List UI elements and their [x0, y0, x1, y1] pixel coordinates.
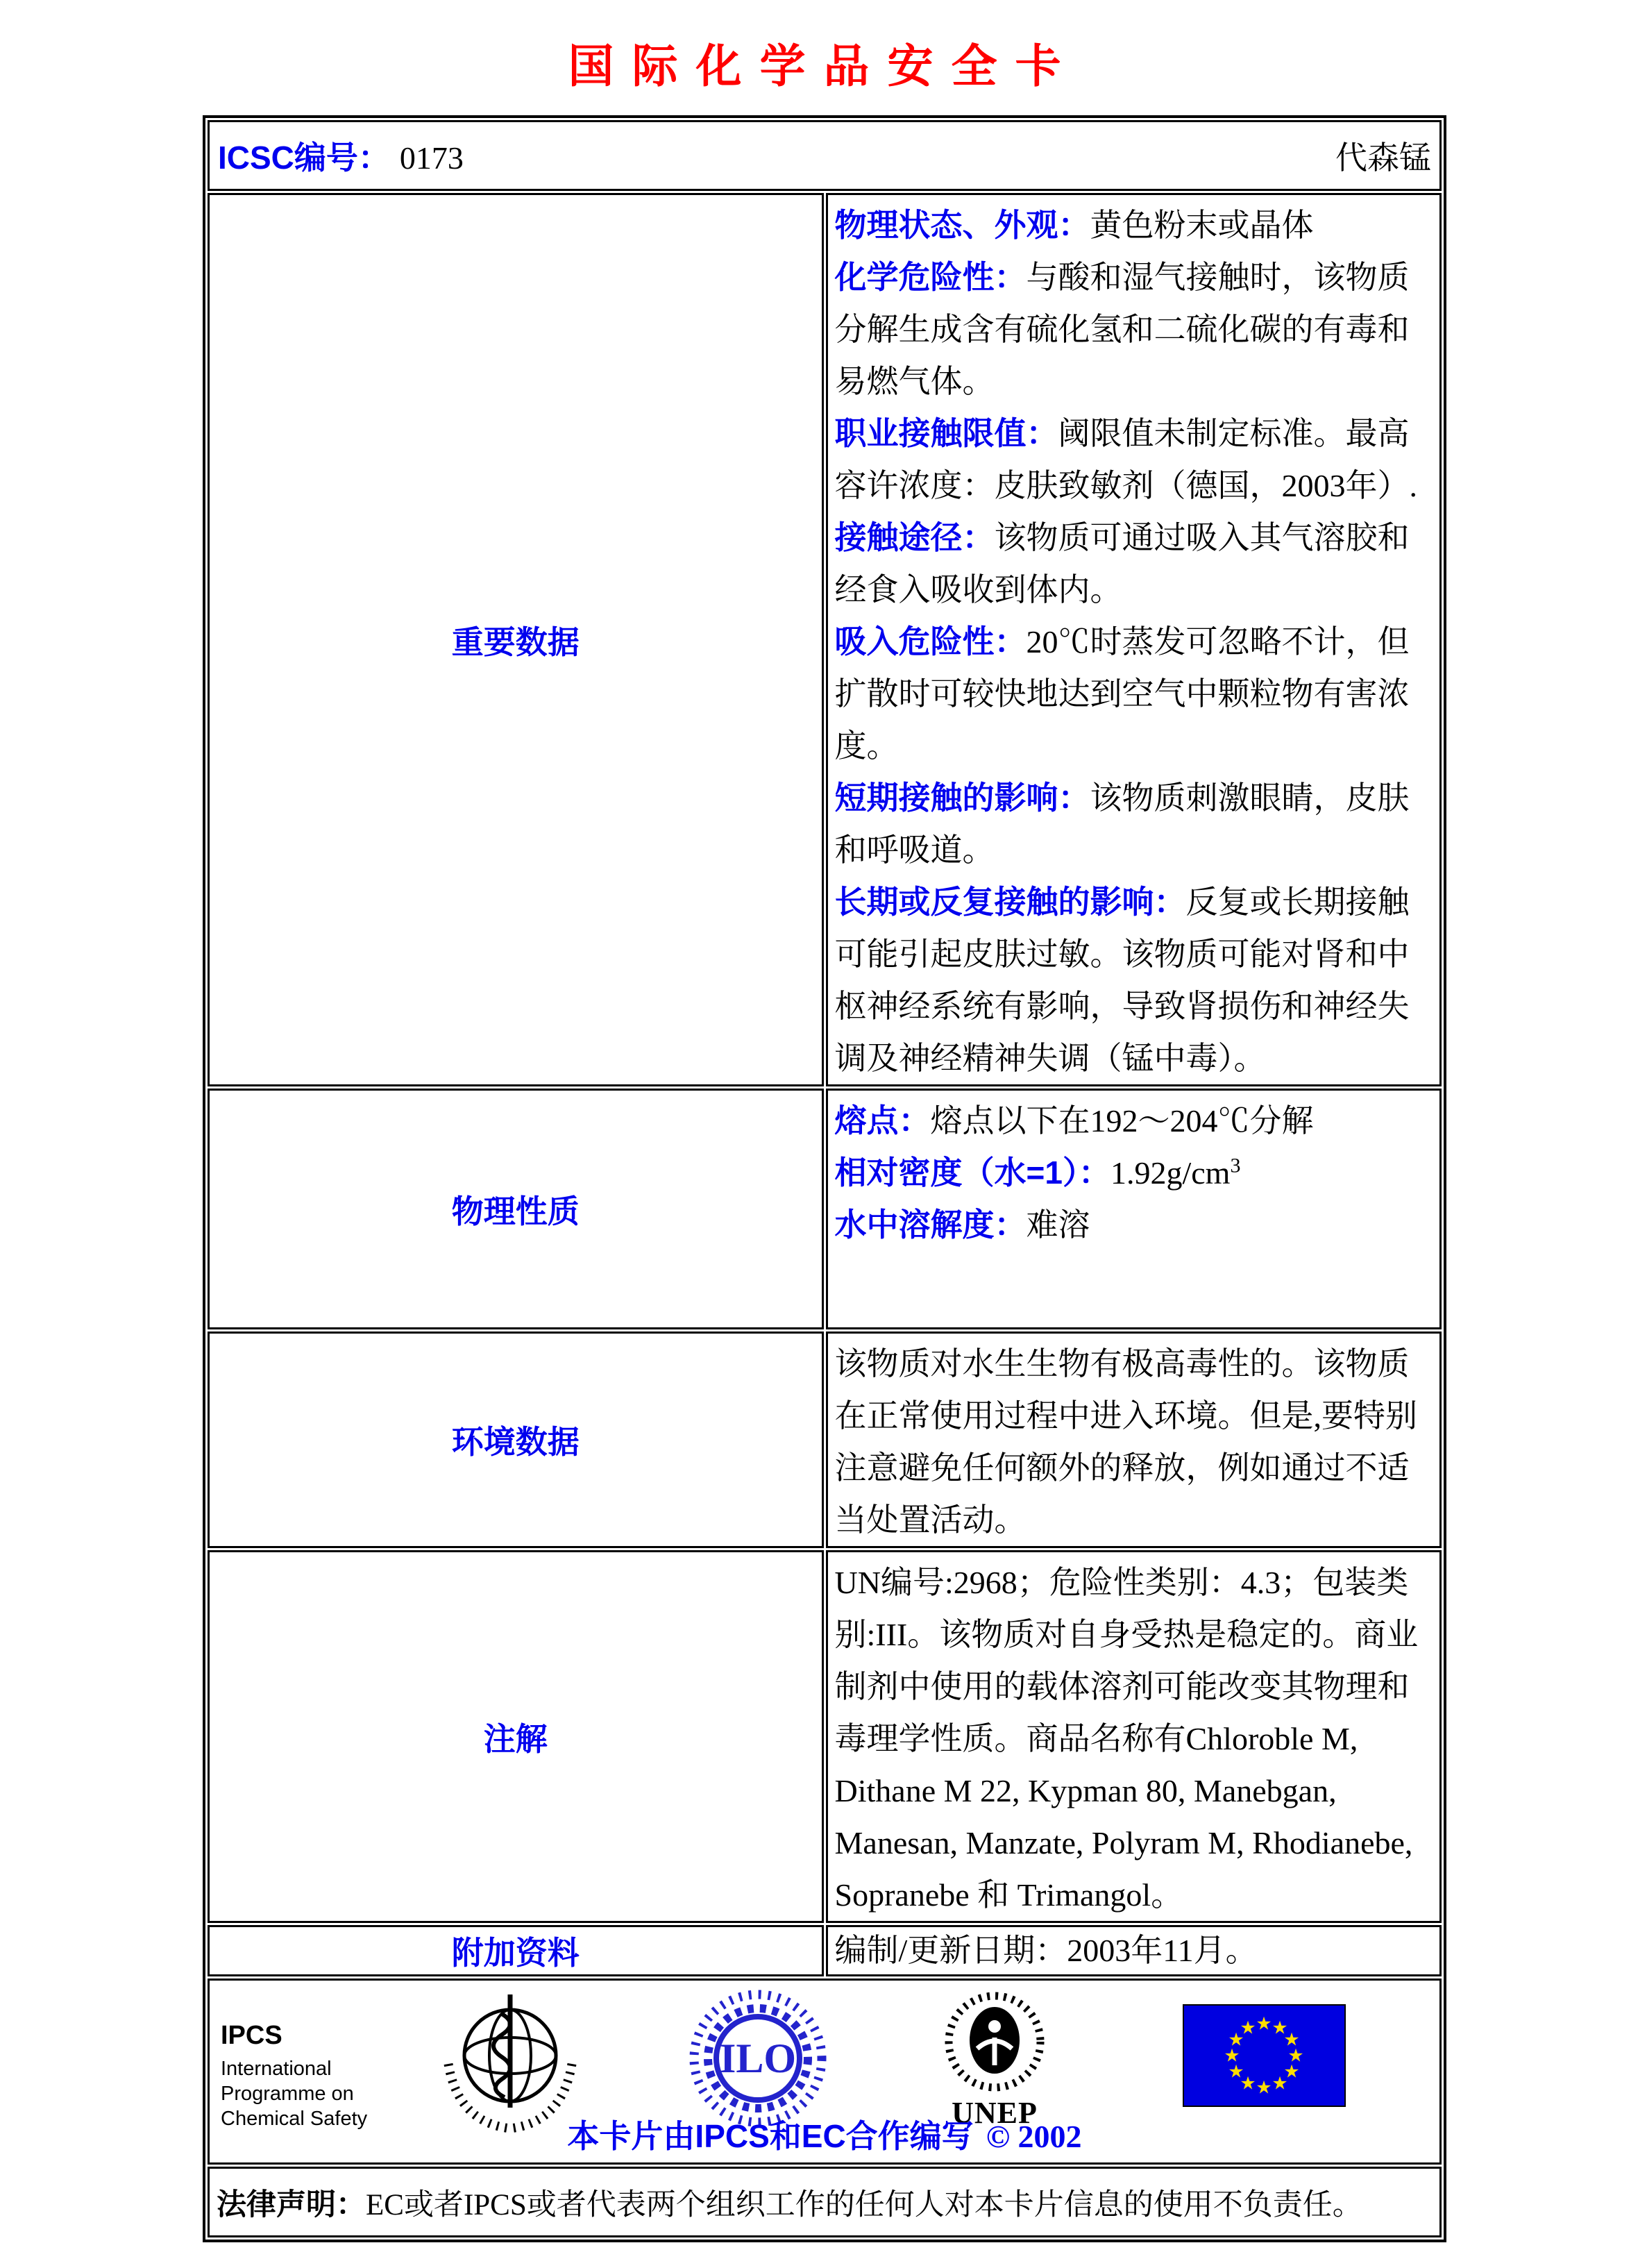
svg-text:★: ★ — [1240, 2017, 1256, 2038]
section-environment-row — [208, 1332, 1442, 1548]
unep-logo-icon — [929, 1989, 1061, 2131]
svg-text:★: ★ — [1272, 2073, 1288, 2094]
svg-text:★: ★ — [1272, 2017, 1288, 2038]
field-physical-state — [835, 199, 1430, 251]
icsc-label: ICSC编号： — [218, 140, 390, 176]
svg-text:★: ★ — [1228, 2029, 1244, 2050]
legal-text: EC或者IPCS或者代表两个组织工作的任何人对本卡片信息的使用不负责任。 — [366, 2188, 1362, 2221]
field-label: 吸入危险性： — [834, 623, 1027, 660]
icsc-number-group — [218, 133, 464, 178]
credit-text: 本卡片由IPCS和EC合作编写 — [567, 2118, 974, 2154]
section-label-physical: 物理性质 — [208, 1089, 824, 1329]
section-content-environment — [826, 1332, 1442, 1548]
safety-card-table — [203, 115, 1446, 2242]
field-text: 20℃时蒸发可忽略不计，但扩散时可较快地达到空气中颗粒物有害浓度。 — [834, 624, 1410, 764]
density-superscript: 3 — [1230, 1154, 1241, 1177]
ipcs-subtitle-line2: Programme on — [221, 2083, 354, 2105]
section-physical-row — [208, 1089, 1442, 1329]
field-water-solubility — [835, 1199, 1430, 1251]
field-text: 阈限值未制定标准。最高容许浓度：皮肤致敏剂（德国，2003年）. — [834, 416, 1417, 503]
header-row — [208, 120, 1442, 191]
section-additional-row — [208, 1925, 1442, 1976]
legal-row — [208, 2167, 1442, 2237]
ilo-wordmark: ILO — [719, 2035, 797, 2081]
field-text: 该物质刺激眼睛，皮肤和呼吸道。 — [834, 780, 1410, 868]
field-exposure-route — [835, 512, 1430, 616]
section-notes-row — [208, 1550, 1442, 1923]
field-label: 职业接触限值： — [834, 415, 1058, 451]
field-label: 接触途径： — [834, 519, 995, 555]
field-label: 物理状态、外观： — [834, 207, 1090, 243]
chemical-name: 代森锰 — [1335, 140, 1431, 176]
ipcs-title: IPCS — [221, 2021, 282, 2050]
field-text: 反复或长期接触可能引起皮肤过敏。该物质可能对肾和中枢神经系统有影响，导致肾损伤和神经失调及神经精神失调（锰中毒）。 — [834, 884, 1410, 1076]
field-relative-density — [835, 1147, 1430, 1199]
legal-cell — [208, 2167, 1442, 2237]
field-occupational-limit — [835, 408, 1430, 512]
field-text: 熔点以下在192～204℃分解 — [930, 1103, 1314, 1139]
section-label-notes: 注解 — [208, 1550, 824, 1923]
page-title: 国际化学品安全卡 — [568, 42, 1079, 92]
field-label: 化学危险性： — [834, 259, 1027, 295]
svg-text:★: ★ — [1256, 2013, 1272, 2034]
field-label: 长期或反复接触的影响： — [834, 884, 1186, 920]
section-label-environment: 环境数据 — [208, 1332, 824, 1548]
section-content-notes — [826, 1550, 1442, 1923]
field-text: 1.92g/cm — [1110, 1155, 1231, 1191]
field-text: 该物质可通过吸入其气溶胶和经食入吸收到体内。 — [834, 520, 1410, 607]
field-label: 熔点： — [834, 1102, 931, 1139]
section-content-important — [826, 193, 1442, 1086]
footer-cell — [208, 1979, 1442, 2165]
svg-text:★: ★ — [1240, 2073, 1256, 2094]
field-label: 水中溶解度： — [834, 1207, 1027, 1243]
ipcs-subtitle-line3: Chemical Safety — [221, 2108, 368, 2130]
footer-row — [208, 1979, 1442, 2165]
credit-line — [210, 2111, 1439, 2157]
field-melting-point — [835, 1095, 1430, 1147]
field-inhalation-risk — [835, 616, 1430, 772]
svg-text:★: ★ — [1228, 2061, 1244, 2082]
field-chemical-danger — [835, 251, 1430, 408]
svg-text:★: ★ — [1224, 2045, 1240, 2066]
ipcs-subtitle-line1: International — [221, 2058, 332, 2080]
field-label: 相对密度（水=1）： — [834, 1154, 1110, 1191]
section-label-additional: 附加资料 — [208, 1925, 824, 1976]
svg-text:★: ★ — [1287, 2045, 1304, 2066]
section-content-physical — [826, 1089, 1442, 1329]
notes-text: UN编号:2968；危险性类别：4.3；包装类别:III。该物质对自身受热是稳定的。商业制剂中使用的载体溶剂可能改变其物理和毒理学性质。商品名称有Chloroble M, Dithane M 22, Kypman 80, Manebgan, Manesan, Manzate, Polyram M, Rhodianebe, Sopranebe 和 Trimangol。 — [834, 1565, 1419, 1913]
svg-text:★: ★ — [1256, 2077, 1272, 2098]
section-label-important: 重要数据 — [208, 193, 824, 1086]
field-text: 难溶 — [1026, 1207, 1090, 1243]
field-long-term-effects — [835, 876, 1430, 1084]
environment-text: 该物质对水生生物有极高毒性的。该物质在正常使用过程中进入环境。但是,要特别注意避免任何额外的释放，例如通过不适当处置活动。 — [834, 1346, 1417, 1538]
section-important-row — [208, 193, 1442, 1086]
eu-flag-icon — [1183, 2004, 1346, 2110]
legal-label: 法律声明： — [217, 2187, 366, 2221]
svg-text:★: ★ — [1283, 2061, 1300, 2082]
field-text: 与酸和湿气接触时，该物质分解生成含有硫化氢和二硫化碳的有毒和易燃气体。 — [834, 260, 1410, 399]
header-cell — [208, 120, 1442, 191]
field-label: 短期接触的影响： — [834, 780, 1090, 816]
copyright: © 2002 — [986, 2119, 1082, 2154]
additional-text: 编制/更新日期：2003年11月。 — [834, 1933, 1258, 1968]
field-short-term-effects — [835, 772, 1430, 876]
icsc-number: 0173 — [399, 140, 464, 176]
section-content-additional — [826, 1925, 1442, 1976]
unep-wordmark: UNEP — [952, 2096, 1038, 2130]
field-text: 黄色粉末或晶体 — [1090, 208, 1314, 243]
svg-text:★: ★ — [1283, 2029, 1300, 2050]
